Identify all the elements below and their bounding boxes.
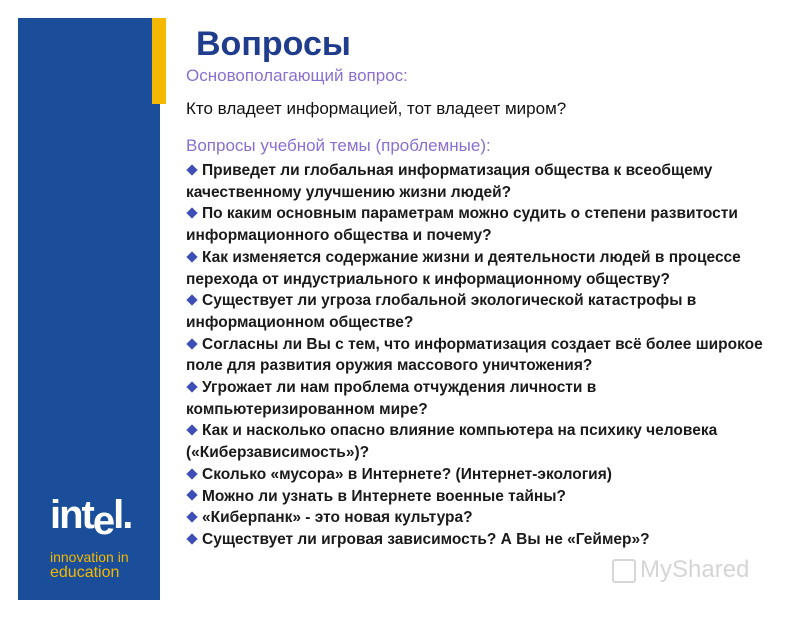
question-item: Как и насколько опасно влияние компьютера на психику человека («Киберзависимость»)? — [186, 422, 718, 462]
topic-questions-label: Вопросы учебной темы (проблемные): — [186, 136, 491, 155]
question-item: «Киберпанк» - это новая культура? — [186, 507, 786, 529]
diamond-bullet-icon — [186, 164, 197, 175]
diamond-bullet-icon — [186, 381, 197, 392]
fundamental-question-label: Основополагающий вопрос: — [186, 66, 408, 85]
question-item: По каким основным параметрам можно судить о степени развитости информационного общества и почему? — [186, 205, 738, 245]
diamond-bullet-icon — [186, 468, 197, 479]
question-item: Сколько «мусора» в Интернете? (Интернет-экология) — [186, 464, 786, 486]
watermark-icon — [612, 559, 636, 583]
intel-logo: intel. — [50, 493, 132, 543]
question-item: Согласны ли Вы с тем, что информатизация создает всё более широкое поле для развития оружия массового уничтожения? — [186, 335, 763, 375]
logo-tagline — [50, 549, 129, 581]
question-item: Существует ли игровая зависимость? А Вы не «Геймер»? — [186, 529, 786, 551]
sidebar-accent-bar — [152, 18, 166, 104]
diamond-bullet-icon — [186, 251, 197, 262]
question-item: Как изменяется содержание жизни и деятельности людей в процессе перехода от индустриального к информационному обществу? — [186, 248, 741, 288]
diamond-bullet-icon — [186, 338, 197, 349]
question-item: Существует ли угроза глобальной экологической катастрофы в информационном обществе? — [186, 292, 697, 331]
diamond-bullet-icon — [186, 208, 197, 219]
fundamental-question: Кто владеет информацией, тот владеет миром? — [186, 99, 567, 118]
diamond-bullet-icon — [186, 533, 197, 544]
diamond-bullet-icon — [186, 294, 197, 305]
tagline-line-2: education — [50, 564, 120, 581]
watermark: MyShared — [612, 556, 749, 584]
question-item: Приведет ли глобальная информатизация общества к всеобщему качественному улучшению жизни людей? — [186, 162, 713, 201]
diamond-bullet-icon — [186, 511, 197, 522]
question-item: Угрожает ли нам проблема отчуждения личности в компьютеризированном мире? — [186, 379, 597, 418]
diamond-bullet-icon — [186, 490, 197, 501]
question-item: Можно ли узнать в Интернете военные тайны? — [186, 486, 786, 508]
tagline-line-1: innovation in — [50, 549, 129, 565]
question-list — [186, 160, 786, 551]
slide-title: Вопросы — [196, 25, 351, 63]
diamond-bullet-icon — [186, 425, 197, 436]
